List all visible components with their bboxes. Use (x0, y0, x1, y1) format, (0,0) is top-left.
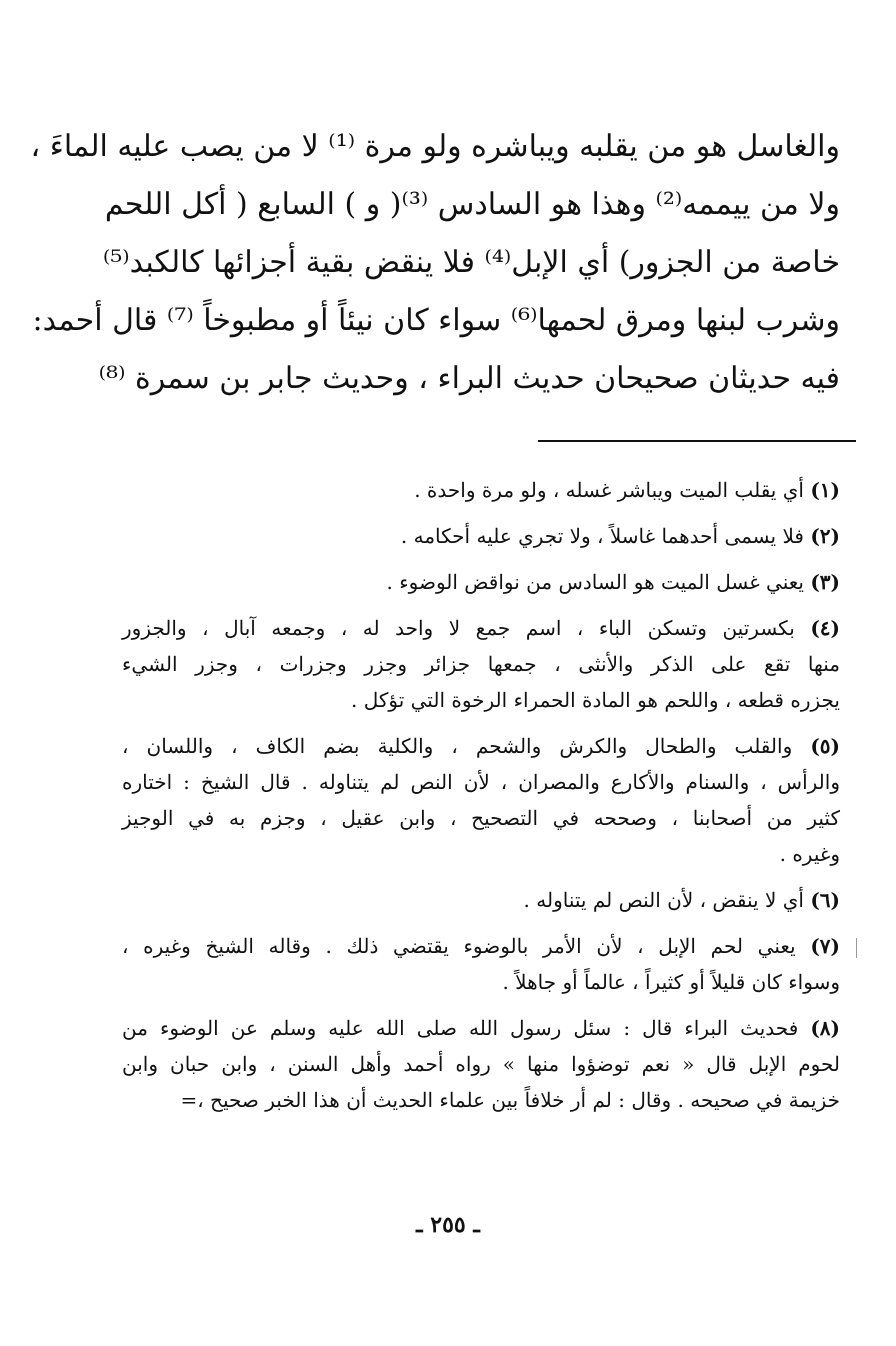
footnote-number: (٨) (810, 1016, 840, 1040)
main-text-line: وشرب لبنها ومرق لحمها⁽⁶⁾ سواء كان نيئاً أو مطبوخاً ⁽⁷⁾ قال أحمد: (32, 303, 840, 338)
footnote-line: (١) أي يقلب الميت ويباشر غسله ، ولو مرة واحدة . (414, 478, 840, 502)
footnote-4 (122, 610, 840, 718)
footnote-divider (538, 440, 856, 442)
footnote-line: (٥) والقلب والطحال والكرش والشحم ، والكلية بضم الكاف ، واللسان ، (122, 734, 841, 758)
footnote-8 (122, 1010, 840, 1118)
footnote-line: (٤) بكسرتين وتسكن الباء ، اسم جمع لا واحد له ، وجمعه آبال ، والجزور (122, 616, 840, 640)
main-text-line: والغاسل هو من يقلبه ويباشره ولو مرة ⁽¹⁾ لا من يصب عليه الماءَ ، (30, 129, 840, 164)
footnote-3 (122, 564, 840, 600)
footnote-line: وسواء كان قليلاً أو كثيراً ، عالماً أو جاهلاً . (502, 970, 840, 994)
footnote-line: (٢) فلا يسمى أحدهما غاسلاً ، ولا تجري عليه أحكامه . (400, 524, 840, 548)
margin-mark (856, 938, 857, 958)
footnote-line: (٧) يعني لحم الإبل ، لأن الأمر بالوضوء يقتضي ذلك . وقاله الشيخ وغيره ، (122, 934, 840, 958)
footnote-line: والرأس ، والسنام والأكارع والمصران ، لأن النص لم يتناوله . قال الشيخ : اختاره (122, 770, 840, 794)
main-text-block (30, 118, 840, 408)
footnote-number: (١) (810, 478, 840, 502)
footnote-5 (122, 728, 840, 872)
footnote-line: (٦) أي لا ينقض ، لأن النص لم يتناوله . (523, 888, 840, 912)
footnote-6 (122, 882, 840, 918)
page-number: ـ ٢٥٥ ـ (416, 1212, 480, 1238)
footnote-line: منها تقع على الذكر والأنثى ، جمعها جزائر وجزر وجزرات ، وجزر الشيء (122, 652, 840, 676)
footnote-number: (٤) (810, 616, 840, 640)
main-text-line: خاصة من الجزور) أي الإبل⁽⁴⁾ فلا ينقض بقية أجزائها كالكبد⁽⁵⁾ (102, 245, 840, 280)
footnote-number: (٢) (810, 524, 840, 548)
footnotes-block (122, 472, 840, 1128)
footnote-number: (٧) (810, 934, 840, 958)
footnote-number: (٥) (810, 734, 841, 758)
main-text-line: ولا من ييممه⁽²⁾ وهذا هو السادس ⁽³⁾( و ) السابع ( أكل اللحم (104, 187, 840, 222)
footnote-line: كثير من أصحابنا ، وصححه في التصحيح ، وابن عقيل ، وجزم به في الوجيز (122, 806, 840, 830)
footnote-7 (122, 928, 840, 1000)
main-text-line: فيه حديثان صحيحان حديث البراء ، وحديث جابر بن سمرة ⁽⁸⁾ (98, 361, 840, 396)
footnote-number: (٦) (810, 888, 840, 912)
footnote-number: (٣) (810, 570, 840, 594)
footnote-line: (٣) يعني غسل الميت هو السادس من نواقض الوضوء . (386, 570, 840, 594)
footnote-2 (122, 518, 840, 554)
footnote-line: خزيمة في صحيحه . وقال : لم أر خلافاً بين علماء الحديث أن هذا الخبر صحيح ،= (180, 1088, 840, 1112)
footnote-line: يجزره قطعه ، واللحم هو المادة الحمراء الرخوة التي تؤكل . (351, 688, 840, 712)
footnote-line: وغيره . (779, 842, 840, 866)
footnote-line: (٨) فحديث البراء قال : سئل رسول الله صلى الله عليه وسلم عن الوضوء من (122, 1016, 840, 1040)
footnote-1 (122, 472, 840, 508)
footnote-line: لحوم الإبل قال « نعم توضؤوا منها » رواه أحمد وأهل السنن ، وابن حبان وابن (122, 1052, 840, 1076)
